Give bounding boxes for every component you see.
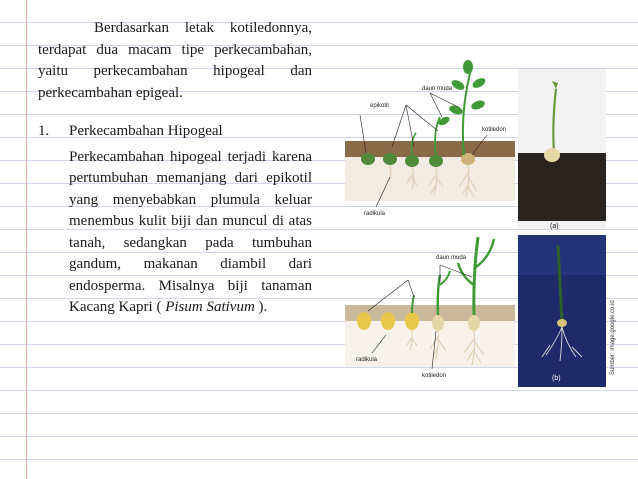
leaf-5a bbox=[450, 78, 466, 92]
list-body-end: ). bbox=[254, 299, 268, 315]
seed-stage-1 bbox=[361, 153, 375, 165]
photo-b-top bbox=[518, 235, 606, 275]
corn-seed-4 bbox=[432, 315, 444, 331]
label-kotiledon-bottom: kotiledon bbox=[422, 373, 447, 379]
list-body-text: Perkecambahan hipogeal terjadi karena pertumbuhan memanjang dari epikotil yang menyebabkan plumula keluar menembus kulit biji dan muncul di atas tanah, sedangkan pada tumbuhan gandum, makanan diambil dari endosperma. Misalnya biji tanaman Kacang Kapri ( bbox=[69, 148, 312, 315]
label-radikula-top: radikula bbox=[364, 211, 386, 217]
photo-a-soil bbox=[518, 153, 606, 221]
corn-stem-5 bbox=[474, 237, 478, 315]
seed-stage-3 bbox=[405, 155, 419, 167]
corn-leaf-5b bbox=[458, 263, 474, 285]
daunmuda-line-2 bbox=[430, 93, 458, 107]
label-radikula-bottom: radikula bbox=[356, 357, 378, 363]
leaf-5b bbox=[471, 76, 487, 90]
photo-b bbox=[518, 235, 606, 387]
epigeal-diagram bbox=[345, 237, 515, 379]
corn-seed-3 bbox=[405, 312, 419, 330]
list-title: Perkecambahan Hipogeal bbox=[69, 123, 223, 139]
label-epikotil: epikotil bbox=[370, 103, 389, 109]
photo-a-seed bbox=[544, 148, 560, 162]
leaf-5d bbox=[470, 99, 486, 111]
daunmuda-line-1 bbox=[430, 93, 442, 117]
daunmuda-b-line-2 bbox=[408, 280, 414, 297]
seed-stage-4 bbox=[429, 155, 443, 167]
epikotil-line-3 bbox=[406, 105, 438, 131]
corn-seed-5 bbox=[468, 315, 480, 331]
text-column bbox=[38, 18, 312, 319]
daunmuda-b-line-4 bbox=[440, 265, 472, 277]
label-daun-muda-bottom: daun muda bbox=[436, 255, 467, 261]
photo-a bbox=[518, 69, 606, 230]
list-body bbox=[69, 147, 312, 319]
corn-seed-2 bbox=[381, 312, 395, 330]
label-daun-muda-top: daun muda bbox=[422, 86, 453, 92]
caption-b: (b) bbox=[552, 375, 561, 382]
scientific-name: Pisum Sativum bbox=[165, 299, 255, 315]
epikotil-line-2 bbox=[406, 105, 414, 147]
intro-paragraph: Berdasarkan letak kotiledonnya, terdapat dua macam tipe perkecambahan, yaitu perkecambahan hipogeal dan perkecambahan epigeal. bbox=[38, 20, 312, 101]
photo-b-seed bbox=[557, 319, 567, 327]
caption-a: (a) bbox=[550, 223, 559, 230]
label-kotiledon-top: kotiledon bbox=[482, 127, 507, 133]
germination-figure bbox=[340, 55, 620, 395]
corn-leaf-4 bbox=[440, 271, 450, 285]
source-watermark: Sumber: image.google.co.id bbox=[610, 300, 616, 375]
list-number: 1. bbox=[38, 123, 50, 139]
hypogeal-diagram bbox=[345, 60, 515, 217]
germination-illustration bbox=[340, 55, 620, 395]
seed-stage-2 bbox=[383, 153, 397, 165]
leaf-5e bbox=[463, 60, 473, 74]
corn-seed-1 bbox=[357, 312, 371, 330]
list-item-hipogeal bbox=[38, 121, 312, 319]
epikotil-line-1 bbox=[392, 105, 406, 147]
